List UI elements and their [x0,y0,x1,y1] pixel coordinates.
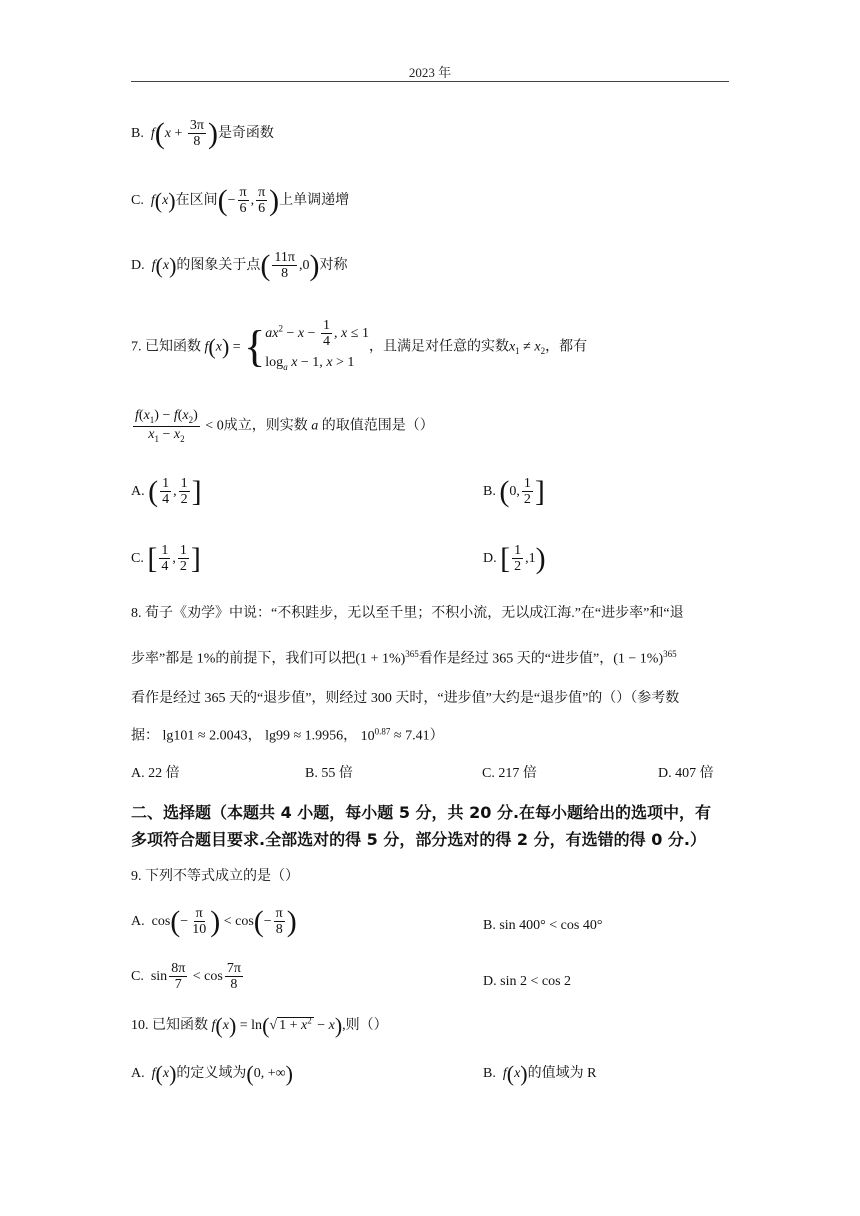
q8-line-1: 8. 荀子《劝学》中说：“不积跬步，无以至千里；不积小流，无以成江海.”在“进步率”和“退 [131,606,684,621]
section-2-heading: 二、选择题（本题共 4 小题，每小题 5 分，共 20 分.在每小题给出的选项中，有 多项符合题目要求.全部选对的得 5 分，部分选对的得 2 分，有选错的得 0 分.） [131,803,712,850]
q8-option-b: B. 55 倍 [305,766,353,781]
q9-option-b: B. sin 400° < cos 40° [483,918,603,933]
q7-option-b: B. (0, $\frac{1}{2}$ ] [483,474,545,508]
header-divider [131,81,729,82]
q10-option-b: B. f(x)的值域为 R [483,1061,597,1086]
q9-option-d: D. sin 2 < cos 2 [483,974,572,989]
q7-condition: $\frac{f(x_1) - f(x_2)}{x_1 - x_2}$ < 0成立，则实数 a 的取值范围是（） [135,408,434,444]
q8-option-c: C. 217 倍 [482,766,537,781]
q6-option-c: C. f(x)在区间(− $\frac{\pi}{6}$ , $\frac{\pi}{6}$ )上单调递增 [131,183,350,217]
q8-line-3: 看作是经过 365 天的“退步值”，则经过 300 天时，“进步值”大约是“退步值”的（）（参考数 [131,691,680,706]
q9-option-c: C. sin $\frac{8\pi}{7}$ < cos $\frac{7\pi}{8}$ [131,961,241,993]
q9-stem: 9. 下列不等式成立的是（） [131,869,299,884]
q10-option-a: A. f(x)的定义域为(0, +∞) [131,1061,293,1086]
q8-option-a: A. 22 倍 [131,766,180,781]
q7-option-a: A. ( $\frac{1}{4}$ , $\frac{1}{2}$ ] [131,474,202,508]
q8-option-d: D. 407 倍 [658,766,714,781]
q10-stem: 10. 已知函数 f(x) = ln(√ $1 + x^2 - x$),则（） [131,1013,388,1038]
q8-line-4: 据： lg101 ≈ 2.0043， lg99 ≈ 1.9956， $10^{0.87} \approx 7.41$） [131,726,444,744]
q7-option-c: C. [ $\frac{1}{4}$ , $\frac{1}{2}$ ] [131,541,201,575]
page-header: 2023 年 [408,65,452,80]
q7-option-d: D. [ $\frac{1}{2}$ ,1) [483,541,546,575]
q6-option-d: D. f(x)的图象关于点( $\frac{11\pi}{8}$ ,0)对称 [131,248,348,282]
q7-stem: 7. 已知函数 f(x) = { $ax^2 - x$ − $\frac{1}{4}$ , x ≤ 1 $\log_a x - 1$, x > 1 ，且满足对任意的实数$x_1 \ne x_2$，都有 [131,318,588,372]
q9-option-a: A. cos(− $\frac{\pi}{10}$ ) < cos(− $\frac{\pi}{8}$ ) [131,904,297,938]
q8-line-2: 步率”都是 1%的前提下，我们可以把$(1 + 1\%)^{365}$看作是经过 365 天的“进步值”，$(1 - 1\%)^{365}$ [131,649,677,667]
q6-option-b: B. f(x + $\frac{3\pi}{8}$ )是奇函数 [131,116,274,150]
